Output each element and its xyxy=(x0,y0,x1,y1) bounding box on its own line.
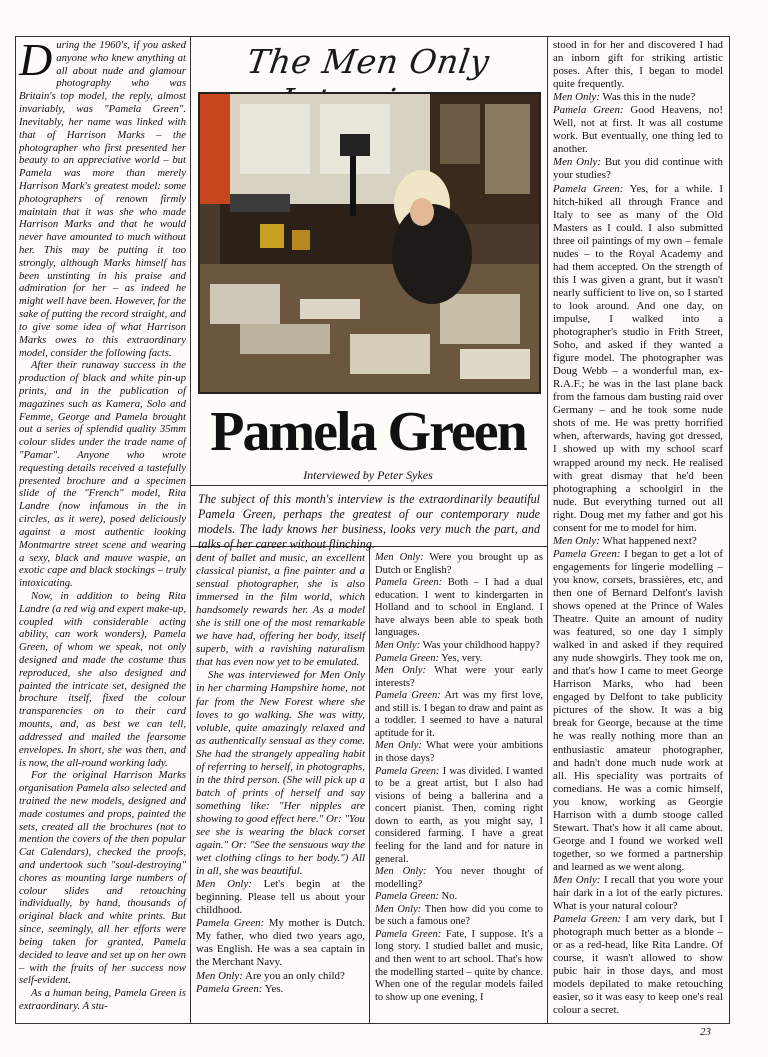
qa-line xyxy=(375,866,543,891)
column-rule xyxy=(190,36,191,1023)
paragraph: Now, in addition to being Rita Landre (a red wig and expert make-up, coupled with considerable acting ability, can work wonders), Pamela Green, of whom we speak, not only designed and made the costume thus reproduced, she also designed and painted the intricate set, designed the brochure itself, fixed the colour transparencies on to their card mounts, and, as best we can tell, addressed and mailed the fearsome envelopes. In short, she was then, and is now, the all-round working lady. xyxy=(19,589,186,769)
speaker: Pamela Green: xyxy=(553,547,621,560)
answer: I recall that you wore your hair dark in a lot of the early pictures. What is your natural colour? xyxy=(553,874,723,913)
photo-illustration xyxy=(200,94,539,392)
column-rule xyxy=(547,36,548,1023)
paragraph: As a human being, Pamela Green is extraordinary. A stu- xyxy=(19,987,186,1012)
speaker: Pamela Green: xyxy=(196,917,265,930)
speaker: Pamela Green: xyxy=(375,891,440,903)
intro-rule-top xyxy=(190,485,547,486)
paragraph: After their runaway success in the production of black and white pin-up prints, and in the publication of magazines such as Kamera, Solo and Femme, George and Pamela brought out a series of splendid quality 35mm colour slides under the trade name of "Pamar". Anyone who wrote requesting details received a tastefully presented brochure and a specimen slide of the "French" model, Rita Landre (now infamous in the in circles, as it were), posed deliciously against a most authentic looking Montmartre street scene and wearing a sexy, black and mauve waspie, an exotic cape and black stockings – truly intoxicating. xyxy=(19,359,186,590)
qa-line xyxy=(553,535,723,548)
paragraph: For the original Harrison Marks organisation Pamela also selected and trained the new models, designed and made costumes and props, painted the sets, created all the brochures (not to mention the covers of the then popular Cat Calendars), checked the proofs, and undertook such "soul-destroying" chores as mounting large numbers of colour slides and retouching individually, by hand, thousands of original black and white prints. But since, seemingly, all her efforts were being taken for granted, Pamela decided to leave and set up on her own – with the fruits of her success now self-evident. xyxy=(19,769,186,987)
answer: Both – I had a dual education. I went to kindergarten in Holland and to school in England. I have always been able to speak both languages. xyxy=(375,577,544,639)
qa-line xyxy=(553,156,723,182)
speaker: Men Only: xyxy=(196,878,252,891)
answer: Art was my first love, and still is. I began to draw and paint as a toddler. I seemed to have a natural aptitude for it. xyxy=(375,690,543,739)
answer: What were your early interests? xyxy=(375,665,543,689)
answer: Yes, for a while. I hitch-hiked all through France and Italy to see as many of the Old Masters as I could. I also submitted three oil paintings of my own – female nudes – to the Royal Academy and had them accepted. On the strength of this I was given a grant, but it wasn't nearly sufficient to live on, so I started to look around. And one day, on impulse, I walked into a photographer's studio in Frith Street, Soho, and asked if they wanted a figure model. The photographer was Doug Webb – a wonderful man, ex-R.A.F.; he was in the last plane back from the famous dam busting raid over Germany – and he took some nude shots of me. He was pretty horrified when, afterwards, having got dressed, I showed up with my school scarf wrapped around my neck. He realised with great dismay that he'd been photographing a schoolgirl in the nude. But everything turned out all right. Doug met my father and got his consent for me to model for him. xyxy=(553,182,723,534)
speaker: Men Only: xyxy=(375,903,422,915)
qa-line xyxy=(375,577,543,640)
answer: What were your ambitions in those days? xyxy=(375,740,543,764)
answer: Was your childhood happy? xyxy=(422,639,540,651)
byline: Interviewed by Peter Sykes xyxy=(303,468,433,482)
answer: Let's begin at the beginning. Please tell us about your childhood. xyxy=(196,878,365,917)
answer: I am very dark, but I photograph much better as a blonde – or as a red-head, like Rita Landre. Of course, it wasn't allowed to show pubic hair in those days, and most models depilated to make retouching easier, so it was easy to keep one's real colour a secret. xyxy=(553,913,723,1017)
answer: Yes. xyxy=(264,982,284,995)
speaker: Men Only: xyxy=(196,969,243,982)
speaker: Men Only: xyxy=(375,740,422,752)
speaker: Pamela Green: xyxy=(375,765,440,777)
article-column-3 xyxy=(375,552,543,1004)
qa-line xyxy=(196,878,365,917)
article-column-1 xyxy=(19,34,186,1013)
speaker: Pamela Green: xyxy=(553,104,624,117)
interview-banner: The Men Only xyxy=(244,42,492,81)
qa-line xyxy=(553,183,723,535)
headline: Pamela Green xyxy=(210,401,526,463)
answer: Are you an only child? xyxy=(245,969,345,982)
qa-line xyxy=(553,913,723,1017)
qa-line xyxy=(375,766,543,867)
qa-line xyxy=(375,690,543,740)
qa-line xyxy=(375,904,543,929)
qa-line xyxy=(553,91,723,104)
answer: My mother is Dutch. My father, who died two years ago, was English. He was a sea captain in the Merchant Navy. xyxy=(196,917,365,969)
qa-line xyxy=(375,929,543,1004)
qa-line xyxy=(196,983,365,996)
qa-line xyxy=(196,970,365,983)
speaker: Pamela Green: xyxy=(553,182,624,195)
speaker: Pamela Green: xyxy=(375,928,442,940)
speaker: Men Only: xyxy=(375,866,427,878)
speaker: Men Only: xyxy=(553,534,600,547)
answer: But you did continue with your studies? xyxy=(553,156,723,182)
article-column-2 xyxy=(196,552,365,996)
qa-line xyxy=(375,640,543,653)
answer: No. xyxy=(441,891,458,903)
answer: Were you brought up as Dutch or English? xyxy=(375,552,543,576)
answer: Fate, I suppose. It's a long story. I studied ballet and music, and then went to art school. That's how the modelling started – quite by chance. When one of the regular models failed to show up one evening, I xyxy=(375,928,543,1003)
qa-line xyxy=(375,653,543,666)
speaker: Pamela Green: xyxy=(375,690,441,702)
speaker: Men Only: xyxy=(375,665,427,677)
speaker: Pamela Green: xyxy=(553,913,622,926)
speaker: Men Only: xyxy=(553,874,601,886)
qa-line xyxy=(375,891,543,904)
answer: Good Heavens, no! Well, not at first. It was all costume work. But eventually, one thing led to another. xyxy=(553,104,723,156)
speaker: Pamela Green: xyxy=(375,577,443,589)
qa-line xyxy=(196,917,365,969)
qa-line xyxy=(375,740,543,765)
answer: What happened next? xyxy=(602,534,697,547)
answer: You never thought of modelling? xyxy=(375,866,543,890)
speaker: Men Only: xyxy=(553,156,601,169)
qa-line xyxy=(553,874,723,913)
speaker: Men Only: xyxy=(375,639,421,651)
qa-line xyxy=(375,552,543,577)
answer: I began to get a lot of engagements for lingerie modelling – you know, corsets, brassières, etc, and then one of Bernard Delfont's lavish shows opened at the Prince of Wales Theatre. Quite an amount of nudity was featured, so one day I simply walked in and asked if they required any nude showgirls. They took me on, and that's how I came to meet George Harrison Marks, who had been engaged by Delfont to take publicity pictures of the show. It was a big break for George, because at the time he was really nothing more than an enthusiastic amateur photographer, and hadn't done much nude work at all. His speciality was portraits of comedians. He was a comic himself, you know, working as Georgie Harrison with a dumb stooge called Stewart. That's how it all came about. George and I found we worked well together, so we formed a partnership and learned as we went along. xyxy=(553,547,723,873)
column-rule xyxy=(369,546,370,1023)
speaker: Pamela Green: xyxy=(196,982,263,995)
page-number: 23 xyxy=(700,1026,711,1038)
speaker: Pamela Green: xyxy=(375,652,440,664)
intro-standfirst: The subject of this month's interview is the extraordinarily beautiful Pamela Green, perhaps the greatest of our contemporary nude models. The lady knows her business, looks very much the part, and talks of her career without flinching. xyxy=(198,492,540,551)
qa-line xyxy=(375,665,543,690)
qa-line xyxy=(553,104,723,156)
drop-cap: D xyxy=(19,34,53,85)
article-column-4 xyxy=(553,39,723,1018)
qa-line xyxy=(553,548,723,874)
answer: Was this in the nude? xyxy=(602,91,696,104)
paragraph: dent of ballet and music, an excellent classical pianist, a fine painter and a sensual photographer, she is also immersed in the film world, which handsomely rewards her. As a model she is still one of the most remarkable we have had, offering her body, itself superb, with a ravishing naturalism that has even now yet to be emulated. xyxy=(196,552,365,669)
cover-photo xyxy=(198,92,541,394)
answer: I was divided. I wanted to be a great artist, but I also had visions of being a ballerina and a concert pianist. Then, coming right down to earth, as you might say, I considered farming. I have a great feeling for the land and for nature in general. xyxy=(375,765,544,865)
paragraph: stood in for her and discovered I had an inborn gift for striking artistic poses. After this, I began to model quite frequently. xyxy=(553,39,723,91)
speaker: Men Only: xyxy=(553,91,600,104)
paragraph: She was interviewed for Men Only in her charming Hampshire home, not far from the New Forest where she loves to go walking. She was witty, voluble, quite amazingly relaxed and as authentically sensual as they come. She had the strangely appealing habit of referring to herself, in photographs, in the third person. (She will pick up a batch of prints of herself and say something like: "Her nipples are showing to good effect here." Or: "You see she is wearing the black corset again." Or: "See the sensuous way the wet clothing clings to her body.") All in all, she was beautiful. xyxy=(196,669,365,878)
speaker: Men Only: xyxy=(375,552,424,563)
answer: Then how did you come to be such a famous one? xyxy=(375,903,543,928)
paragraph: uring the 1960's, if you asked anyone who knew anything at all about nude and glamour photography who was Britain's top model, the reply, almost invariably, was "Pamela Green". Inevitably, her name was linked with that of Harrison Marks – the photographer who first presented her beauty to an appreciative world – but Pamela was more than merely Harrison Mark's greatest model: some photographers of renown firmly maintain that it was she who made Harrison Marks and that he would never have amounted to much without her. This may be putting it too strongly, although Marks himself has been unstinting in his praise and admiration for her – as indeed he might well have been. However, for the sake of putting the record straight, and to give some idea of what Harrison Marks owes to this extraordinary model, consider the following facts. xyxy=(19,39,186,359)
answer: Yes, very. xyxy=(441,652,483,664)
